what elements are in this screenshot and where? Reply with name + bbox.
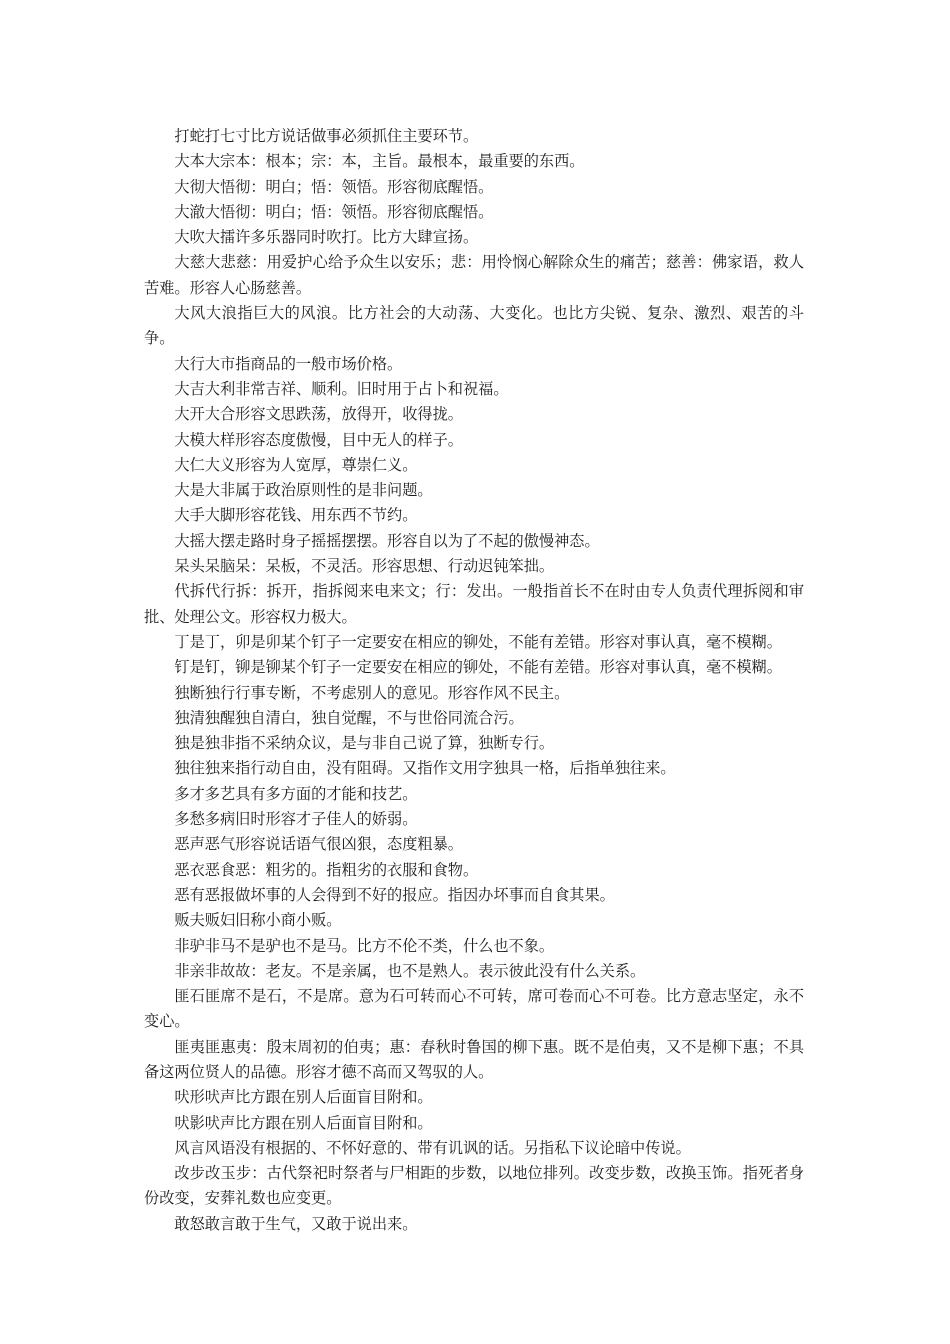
idiom-entry: 风言风语没有根据的、不怀好意的、带有讥讽的话。另指私下议论暗中传说。 (174, 1138, 691, 1157)
idiom-entry: 呆头呆脑呆：呆板，不灵活。形容思想、行动迟钝笨拙。 (174, 557, 555, 576)
idiom-entry: 恶有恶报做坏事的人会得到不好的报应。指因办坏事而自食其果。 (174, 885, 615, 904)
idiom-entry: 大彻大悟彻：明白；悟：领悟。形容彻底醒悟。 (174, 177, 494, 196)
idiom-entry: 敢怒敢言敢于生气，又敢于说出来。 (174, 1214, 418, 1233)
idiom-entry: 贩夫贩妇旧称小商小贩。 (174, 911, 342, 930)
idiom-entry: 改步改玉步：古代祭祀时祭者与尸相距的步数，以地位排列。改变步数，改换玉饰。指死者身份改变，安葬礼数也应变更。 (144, 1164, 804, 1208)
idiom-entry: 丁是丁，卯是卯某个钉子一定要安在相应的铆处，不能有差错。形容对事认真，毫不模糊。 (174, 632, 782, 651)
idiom-entry: 大行大市指商品的一般市场价格。 (174, 354, 403, 373)
idiom-entry: 大仁大义形容为人宽厚，尊崇仁义。 (174, 455, 418, 474)
idiom-entry: 非驴非马不是驴也不是马。比方不伦不类，什么也不象。 (174, 936, 555, 955)
idiom-entry: 独往独来指行动自由，没有阻碍。又指作文用字独具一格，后指单独往来。 (174, 759, 676, 778)
idiom-entry: 大风大浪指巨大的风浪。比方社会的大动荡、大变化。也比方尖锐、复杂、激烈、艰苦的斗争。 (144, 304, 804, 348)
idiom-entry: 大澈大悟彻：明白；悟：领悟。形容彻底醒悟。 (174, 202, 494, 221)
idiom-entry: 恶衣恶食恶：粗劣的。指粗劣的衣服和食物。 (174, 860, 479, 879)
idiom-entry: 大手大脚形容花钱、用东西不节约。 (174, 506, 418, 525)
idiom-entry: 大模大样形容态度傲慢，目中无人的样子。 (174, 430, 463, 449)
idiom-list (144, 124, 804, 1237)
idiom-entry: 匪夷匪惠夷：殷末周初的伯夷；惠：春秋时鲁国的柳下惠。既不是伯夷，又不是柳下惠；不具备这两位贤人的品德。形容才德不高而又驾驭的人。 (144, 1037, 804, 1081)
idiom-entry: 独断独行行事专断，不考虑别人的意见。形容作风不民主。 (174, 683, 570, 702)
idiom-entry: 大吉大利非常吉祥、顺利。旧时用于占卜和祝福。 (174, 379, 509, 398)
idiom-entry: 大本大宗本：根本；宗：本，主旨。最根本，最重要的东西。 (174, 152, 585, 171)
idiom-entry: 钉是钉，铆是铆某个钉子一定要安在相应的铆处，不能有差错。形容对事认真，毫不模糊。 (174, 658, 782, 677)
idiom-entry: 大开大合形容文思跌荡，放得开，收得拢。 (174, 405, 463, 424)
idiom-entry: 独清独醒独自清白，独自觉醒，不与世俗同流合污。 (174, 708, 524, 727)
idiom-entry: 代拆代行拆：拆开，指拆阅来电来文；行：发出。一般指首长不在时由专人负责代理拆阅和审批、处理公文。形容权力极大。 (144, 582, 804, 626)
idiom-entry: 大慈大悲慈：用爱护心给予众生以安乐；悲：用怜悯心解除众生的痛苦；慈善：佛家语，救人苦难。形容人心肠慈善。 (144, 253, 804, 297)
idiom-entry: 多才多艺具有多方面的才能和技艺。 (174, 784, 418, 803)
idiom-entry: 大摇大摆走路时身子摇摇摆摆。形容自以为了不起的傲慢神态。 (174, 531, 600, 550)
idiom-entry: 大吹大擂许多乐器同时吹打。比方大肆宣扬。 (174, 228, 479, 247)
idiom-entry: 恶声恶气形容说话语气很凶狠，态度粗暴。 (174, 835, 463, 854)
idiom-entry: 非亲非故故：老友。不是亲属，也不是熟人。表示彼此没有什么关系。 (174, 961, 646, 980)
idiom-entry: 多愁多病旧时形容才子佳人的娇弱。 (174, 810, 418, 829)
idiom-entry: 吠影吠声比方跟在别人后面盲目附和。 (174, 1113, 433, 1132)
idiom-entry: 匪石匪席不是石，不是席。意为石可转而心不可转，席可卷而心不可卷。比方意志坚定，永不变心。 (144, 987, 804, 1031)
idiom-entry: 独是独非指不采纳众议，是与非自己说了算，独断专行。 (174, 734, 555, 753)
idiom-entry: 大是大非属于政治原则性的是非问题。 (174, 481, 433, 500)
idiom-entry: 打蛇打七寸比方说话做事必须抓住主要环节。 (174, 127, 479, 145)
idiom-entry: 吠形吠声比方跟在别人后面盲目附和。 (174, 1088, 433, 1107)
